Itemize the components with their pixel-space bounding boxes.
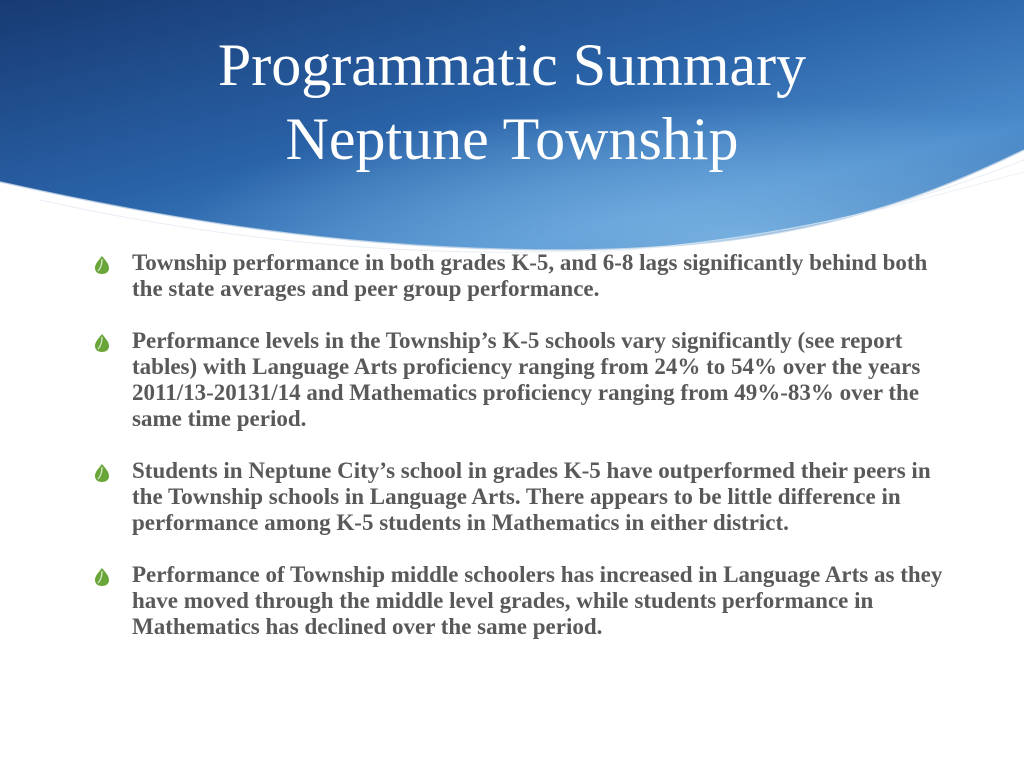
leaf-bullet-icon [94,333,110,353]
bullet-item [94,328,944,432]
leaf-bullet-icon [94,567,110,587]
bullet-item [94,562,944,640]
bullet-text: Performance of Township middle schoolers has increased in Language Arts as they have moved through the middle level grades, while students performance in Mathematics has declined over the same period. [132,562,943,639]
leaf-bullet-icon [94,463,110,483]
leaf-bullet-icon [94,255,110,275]
bullet-item [94,458,944,536]
bullet-list [94,250,944,666]
bullet-text: Township performance in both grades K-5, and 6-8 lags significantly behind both the state averages and peer group performance. [132,250,928,301]
title-line-2: Neptune Township [285,106,739,172]
title-line-1: Programmatic Summary [217,32,807,98]
bullet-text: Students in Neptune City’s school in grades K-5 have outperformed their peers in the Township schools in Language Arts. There appears to be little difference in performance among K-5 students in Mathematics in either district. [132,458,931,535]
slide-title [0,28,1024,176]
bullet-item [94,250,944,302]
bullet-text: Performance levels in the Township’s K-5 schools vary significantly (see report tables) with Language Arts proficiency ranging from 24% to 54% over the years 2011/13-20131/14 and Mathematics proficiency ranging from 49%-83% over the same time period. [132,328,921,431]
